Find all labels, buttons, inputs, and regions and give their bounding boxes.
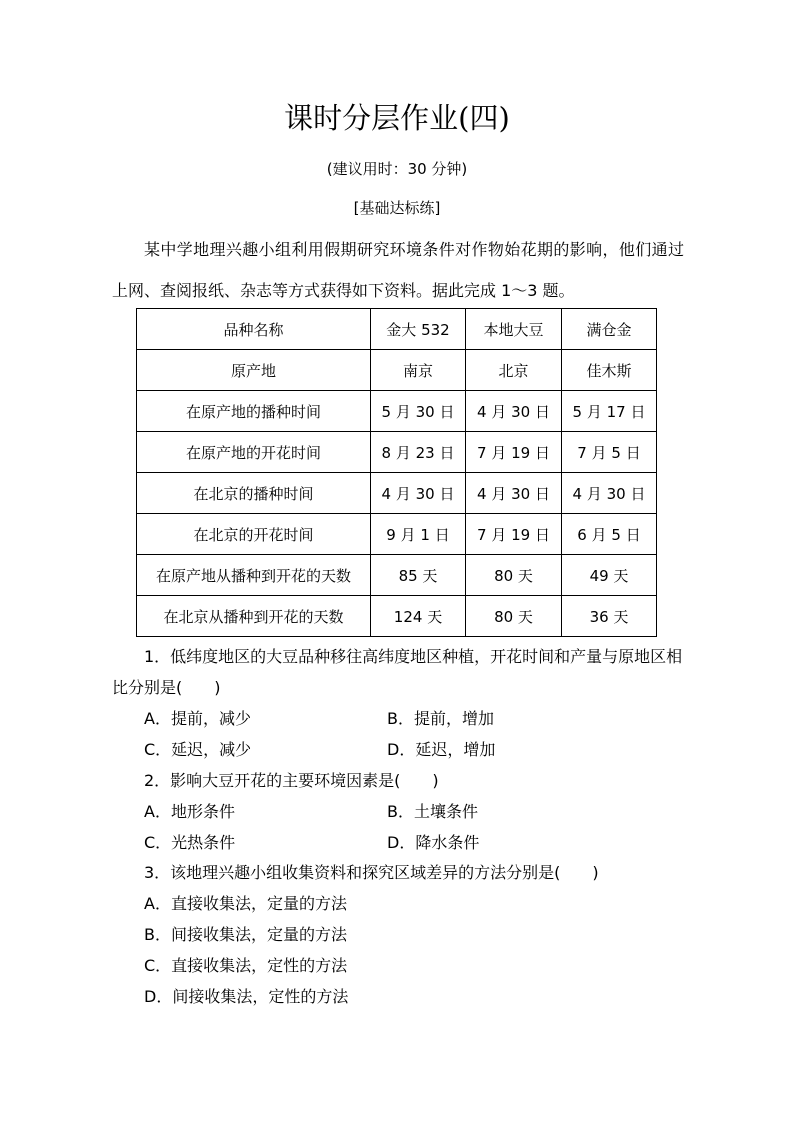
row-label-cell: 在原产地的开花时间: [137, 432, 371, 473]
option-a[interactable]: A．地形条件: [144, 802, 235, 821]
row-label-cell: 在北京的播种时间: [137, 473, 371, 514]
intro-paragraph: 某中学地理兴趣小组利用假期研究环境条件对作物始花期的影响，他们通过上网、查阅报纸、杂志等方式获得如下资料。据此完成 1～3 题。: [112, 240, 684, 300]
table-cell: 满仓金: [562, 309, 657, 350]
option-b[interactable]: B．土壤条件: [387, 802, 478, 821]
option-d[interactable]: D．间接收集法，定性的方法: [144, 987, 349, 1006]
row-label-cell: 原产地: [137, 350, 371, 391]
table-cell: 4 月 30 日: [466, 473, 562, 514]
table-cell: 85 天: [371, 555, 466, 596]
table-cell: 6 月 5 日: [562, 514, 657, 555]
row-label-cell: 在原产地的播种时间: [137, 391, 371, 432]
table-cell: 5 月 17 日: [562, 391, 657, 432]
option-b[interactable]: B．间接收集法，定量的方法: [144, 925, 347, 944]
row-label-cell: 在北京从播种到开花的天数: [137, 596, 371, 637]
option-d[interactable]: D．延迟，增加: [387, 740, 496, 759]
table-cell: 7 月 19 日: [466, 514, 562, 555]
table-cell: 36 天: [562, 596, 657, 637]
table-header-row: [137, 309, 657, 350]
table-row: [137, 514, 657, 555]
table-cell: 7 月 19 日: [466, 432, 562, 473]
table-row: [137, 391, 657, 432]
table-row: [137, 350, 657, 391]
question-stem: 3．该地理兴趣小组收集资料和探究区域差异的方法分别是( ): [144, 863, 599, 882]
option-c[interactable]: C．延迟，减少: [144, 740, 252, 759]
option-a[interactable]: A．直接收集法，定量的方法: [144, 894, 347, 913]
row-label-cell: 在北京的开花时间: [137, 514, 371, 555]
table-cell: 本地大豆: [466, 309, 562, 350]
table-cell: 9 月 1 日: [371, 514, 466, 555]
table-row: [137, 555, 657, 596]
table-row: [137, 596, 657, 637]
table-cell: 49 天: [562, 555, 657, 596]
row-label-cell: 在原产地从播种到开花的天数: [137, 555, 371, 596]
suggested-time: (建议用时：30 分钟): [326, 160, 468, 178]
question-stem: 2．影响大豆开花的主要环境因素是( ): [144, 771, 439, 790]
option-c[interactable]: C．直接收集法，定性的方法: [144, 956, 348, 975]
table-cell: 80 天: [466, 596, 562, 637]
table-cell: 8 月 23 日: [371, 432, 466, 473]
option-d[interactable]: D．降水条件: [387, 833, 480, 852]
table-row: [137, 473, 657, 514]
table-cell: 北京: [466, 350, 562, 391]
option-c[interactable]: C．光热条件: [144, 833, 236, 852]
table-cell: 124 天: [371, 596, 466, 637]
table-cell: 南京: [371, 350, 466, 391]
section-label: [基础达标练]: [353, 199, 441, 217]
question-3: [112, 857, 684, 1012]
table-cell: 佳木斯: [562, 350, 657, 391]
question-stem: 1．低纬度地区的大豆品种移往高纬度地区种植，开花时间和产量与原地区相比分别是( ): [112, 647, 683, 697]
table-cell: 80 天: [466, 555, 562, 596]
option-b[interactable]: B．提前，增加: [387, 709, 494, 728]
table-cell: 7 月 5 日: [562, 432, 657, 473]
table-cell: 4 月 30 日: [371, 473, 466, 514]
question-2: [112, 765, 684, 858]
table-cell: 5 月 30 日: [371, 391, 466, 432]
soybean-data-table: [136, 308, 657, 637]
table-cell: 4 月 30 日: [466, 391, 562, 432]
page-title: 课时分层作业(四): [284, 101, 510, 135]
table-row: [137, 432, 657, 473]
option-a[interactable]: A．提前，减少: [144, 709, 251, 728]
table-cell: 4 月 30 日: [562, 473, 657, 514]
question-1: [112, 641, 684, 765]
table-cell: 金大 532: [371, 309, 466, 350]
row-label-cell: 品种名称: [137, 309, 371, 350]
